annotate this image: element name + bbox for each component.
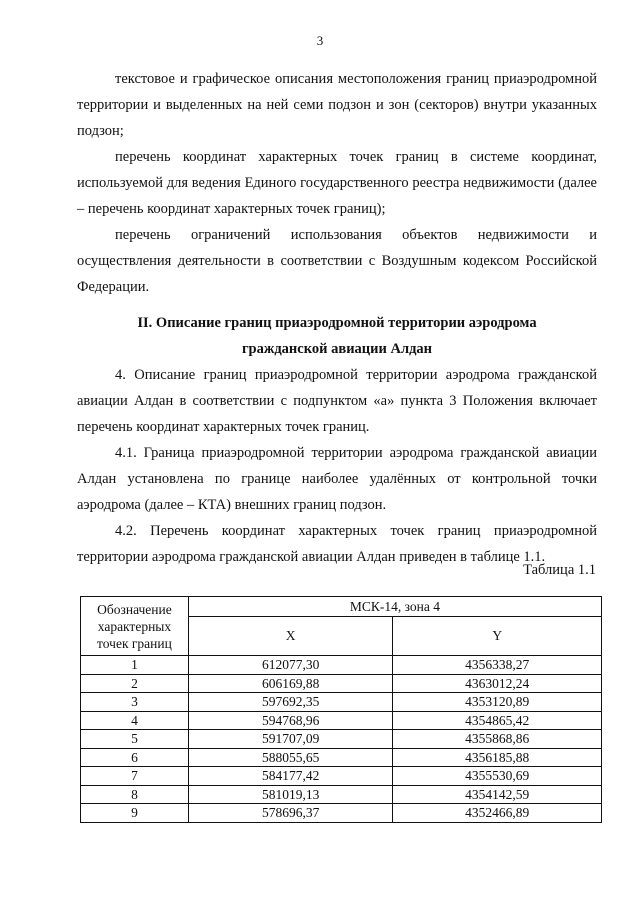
table-row [81, 767, 602, 786]
point-id-cell: 2 [81, 674, 189, 693]
header-x: X [188, 617, 393, 656]
point-id-cell: 3 [81, 693, 189, 712]
y-cell: 4363012,24 [393, 674, 602, 693]
x-cell: 578696,37 [188, 804, 393, 823]
section-title-line2: гражданской авиации Алдан [241, 341, 433, 357]
paragraph-item-4-1: 4.1. Граница приаэродромной территории аэродрома гражданской авиации Алдан установлена по границе наиболее удалённых от контрольной точки аэродрома (далее – КТА) внешних границ подзон. [77, 445, 597, 513]
x-cell: 581019,13 [188, 785, 393, 804]
x-cell: 594768,96 [188, 711, 393, 730]
table-row [81, 693, 602, 712]
point-id-cell: 4 [81, 711, 189, 730]
point-id-cell: 7 [81, 767, 189, 786]
x-cell: 584177,42 [188, 767, 393, 786]
table-caption: Таблица 1.1 [523, 562, 596, 578]
point-id-cell: 9 [81, 804, 189, 823]
header-point: Обозначение характерных точек границ [81, 597, 189, 656]
table-row [81, 804, 602, 823]
y-cell: 4355530,69 [393, 767, 602, 786]
y-cell: 4354142,59 [393, 785, 602, 804]
table-row [81, 656, 602, 675]
header-system: МСК-14, зона 4 [188, 597, 601, 617]
coordinates-table [80, 596, 602, 823]
y-cell: 4355868,86 [393, 730, 602, 749]
paragraph-text-description: текстовое и графическое описания местоположения границ приаэродромной территории и выделенных на ней семи подзон и зон (секторов) внутри указанных подзон; [77, 71, 597, 139]
x-cell: 597692,35 [188, 693, 393, 712]
x-cell: 612077,30 [188, 656, 393, 675]
table-row [81, 674, 602, 693]
y-cell: 4354865,42 [393, 711, 602, 730]
point-id-cell: 5 [81, 730, 189, 749]
paragraph-coordinates-list: перечень координат характерных точек границ в системе координат, используемой для ведения Единого государственного реестра недвижимости (далее – перечень координат характерных точек границ); [77, 149, 597, 217]
x-cell: 606169,88 [188, 674, 393, 693]
paragraph-item-4-2: 4.2. Перечень координат характерных точек границ приаэродромной территории аэродрома гражданской авиации Алдан приведен в таблице 1.1. [77, 523, 597, 565]
y-cell: 4356185,88 [393, 748, 602, 767]
table-row [81, 711, 602, 730]
paragraph-restrictions-list: перечень ограничений использования объектов недвижимости и осуществления деятельности в соответствии с Воздушным кодексом Российской Федерации. [77, 227, 597, 295]
table-row [81, 730, 602, 749]
header-y: Y [393, 617, 602, 656]
point-id-cell: 6 [81, 748, 189, 767]
body-paragraphs [77, 362, 597, 570]
x-cell: 591707,09 [188, 730, 393, 749]
table-row [81, 748, 602, 767]
y-cell: 4352466,89 [393, 804, 602, 823]
x-cell: 588055,65 [188, 748, 393, 767]
page-number: 3 [316, 33, 324, 48]
point-id-cell: 1 [81, 656, 189, 675]
point-id-cell: 8 [81, 785, 189, 804]
table-row [81, 785, 602, 804]
paragraph-item-4: 4. Описание границ приаэродромной территории аэродрома гражданской авиации Алдан в соответствии с подпунктом «а» пункта 3 Положения включает перечень координат характерных точек границ. [77, 367, 597, 435]
y-cell: 4356338,27 [393, 656, 602, 675]
y-cell: 4353120,89 [393, 693, 602, 712]
section-title-line1: II. Описание границ приаэродромной территории аэродрома [137, 315, 537, 331]
intro-paragraphs [77, 66, 597, 300]
table-header-row [81, 597, 602, 617]
